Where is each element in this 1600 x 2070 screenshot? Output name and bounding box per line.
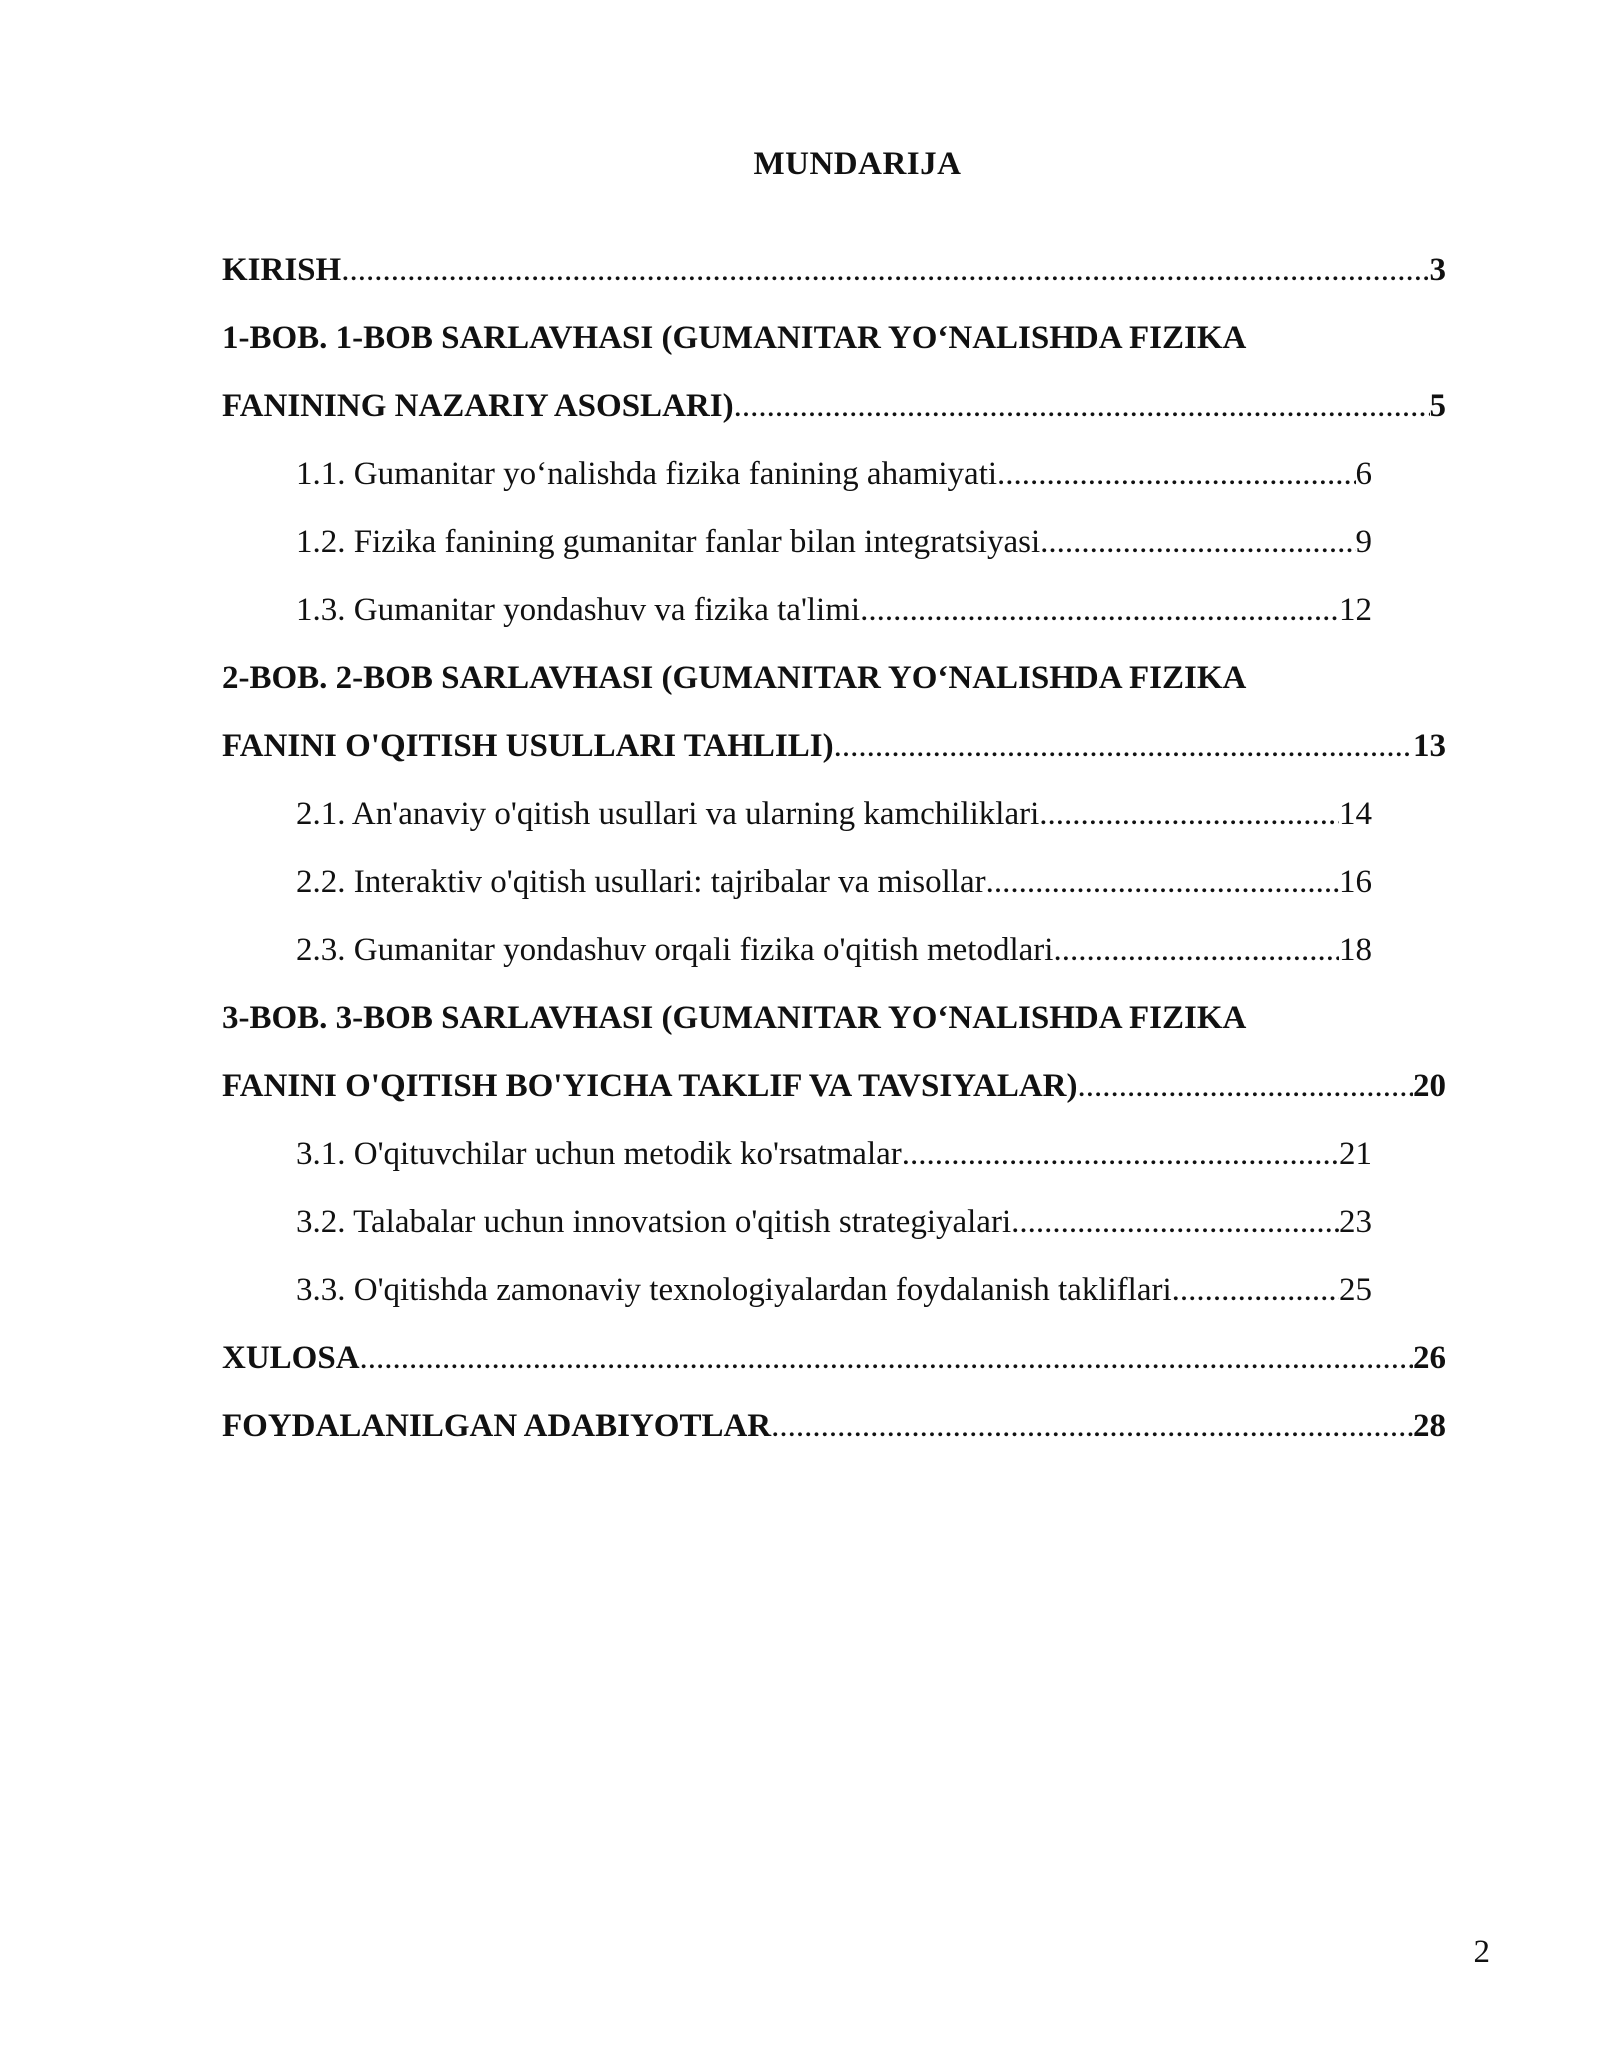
toc-label-continued: [222, 372, 1446, 440]
toc-label: 3.3. O'qitishda zamonaviy texnologiyalardan foydalanish takliflari: [296, 1272, 1172, 1308]
toc-page-number: 3: [1429, 252, 1446, 288]
toc-label: 3-BOB. 3-BOB SARLAVHASI (GUMANITAR YO‘NALISHDA FIZIKA: [222, 1000, 1247, 1036]
page-title-text: MUNDARIJA: [753, 146, 962, 182]
toc-label-continued: [222, 712, 1446, 780]
dot-leader: [902, 1120, 1339, 1188]
toc-page-number: 21: [1339, 1136, 1372, 1172]
toc-entry-section-2-3[interactable]: [296, 916, 1372, 984]
dot-leader: [860, 576, 1339, 644]
toc-label: 1.1. Gumanitar yo‘nalishda fizika fanining ahamiyati: [296, 456, 998, 492]
toc-entry-chapter-3[interactable]: [222, 984, 1446, 1120]
toc-label: 2.3. Gumanitar yondashuv orqali fizika o'qitish metodlari: [296, 932, 1054, 968]
toc-entry-intro[interactable]: [222, 236, 1446, 304]
toc-page-number: 25: [1339, 1272, 1372, 1308]
toc-entry-references[interactable]: [222, 1392, 1446, 1460]
toc-entry-section-2-1[interactable]: [296, 780, 1372, 848]
dot-leader: [986, 848, 1339, 916]
toc-entry-chapter-2[interactable]: [222, 644, 1446, 780]
dot-leader: [834, 712, 1413, 780]
page-number: 2: [1473, 1934, 1490, 1970]
dot-leader: [1011, 1188, 1339, 1256]
toc-label: 2-BOB. 2-BOB SARLAVHASI (GUMANITAR YO‘NALISHDA FIZIKA: [222, 660, 1247, 696]
toc-page-number: 5: [1429, 388, 1446, 424]
toc-page-number: 16: [1339, 864, 1372, 900]
toc-entry-section-3-2[interactable]: [296, 1188, 1372, 1256]
toc-label: FANINI O'QITISH BO'YICHA TAKLIF VA TAVSIYALAR): [222, 1068, 1078, 1104]
toc-entry-section-3-1[interactable]: [296, 1120, 1372, 1188]
toc-entry-section-1-3[interactable]: [296, 576, 1372, 644]
toc-label: 1-BOB. 1-BOB SARLAVHASI (GUMANITAR YO‘NALISHDA FIZIKA: [222, 320, 1247, 356]
page-title: [0, 146, 1600, 183]
toc-page-number: 26: [1413, 1340, 1446, 1376]
toc-label: 3.2. Talabalar uchun innovatsion o'qitish strategiyalari: [296, 1204, 1012, 1240]
dot-leader: [997, 440, 1355, 508]
dot-leader: [1172, 1256, 1339, 1324]
toc-label: FANINI O'QITISH USULLARI TAHLILI): [222, 728, 834, 764]
toc-entry-section-1-2[interactable]: [296, 508, 1372, 576]
dot-leader: [360, 1324, 1413, 1392]
toc-page-number: 18: [1339, 932, 1372, 968]
toc-label: KIRISH: [222, 252, 342, 288]
toc-page-number: 6: [1355, 456, 1372, 492]
toc-entry-section-3-3[interactable]: [296, 1256, 1372, 1324]
toc-label: FANINING NAZARIY ASOSLARI): [222, 388, 734, 424]
toc-entry-chapter-1[interactable]: [222, 304, 1446, 440]
toc-page-number: 20: [1413, 1068, 1446, 1104]
toc-label: 1.3. Gumanitar yondashuv va fizika ta'limi: [296, 592, 861, 628]
toc-label: 2.1. An'anaviy o'qitish usullari va ularning kamchiliklari: [296, 796, 1040, 832]
toc-label: 1.2. Fizika fanining gumanitar fanlar bilan integratsiyasi: [296, 524, 1041, 560]
toc-page-number: 13: [1413, 728, 1446, 764]
toc-page-number: 28: [1413, 1408, 1446, 1444]
dot-leader: [1039, 780, 1339, 848]
toc-label-continued: [222, 1052, 1446, 1120]
dot-leader: [1040, 508, 1355, 576]
toc-page-number: 23: [1339, 1204, 1372, 1240]
dot-leader: [341, 236, 1429, 304]
toc-page-number: 12: [1339, 592, 1372, 628]
toc-label: 3.1. O'qituvchilar uchun metodik ko'rsatmalar: [296, 1136, 902, 1172]
dot-leader: [1078, 1052, 1413, 1120]
dot-leader: [1053, 916, 1339, 984]
toc-entry-section-1-1[interactable]: [296, 440, 1372, 508]
toc-page-number: 9: [1355, 524, 1372, 560]
dot-leader: [771, 1392, 1413, 1460]
table-of-contents: [222, 236, 1446, 1460]
dot-leader: [734, 372, 1430, 440]
toc-entry-conclusion[interactable]: [222, 1324, 1446, 1392]
toc-page-number: 14: [1339, 796, 1372, 832]
toc-entry-section-2-2[interactable]: [296, 848, 1372, 916]
toc-label: XULOSA: [222, 1340, 360, 1376]
toc-label: 2.2. Interaktiv o'qitish usullari: tajribalar va misollar: [296, 864, 986, 900]
toc-label: FOYDALANILGAN ADABIYOTLAR: [222, 1408, 772, 1444]
